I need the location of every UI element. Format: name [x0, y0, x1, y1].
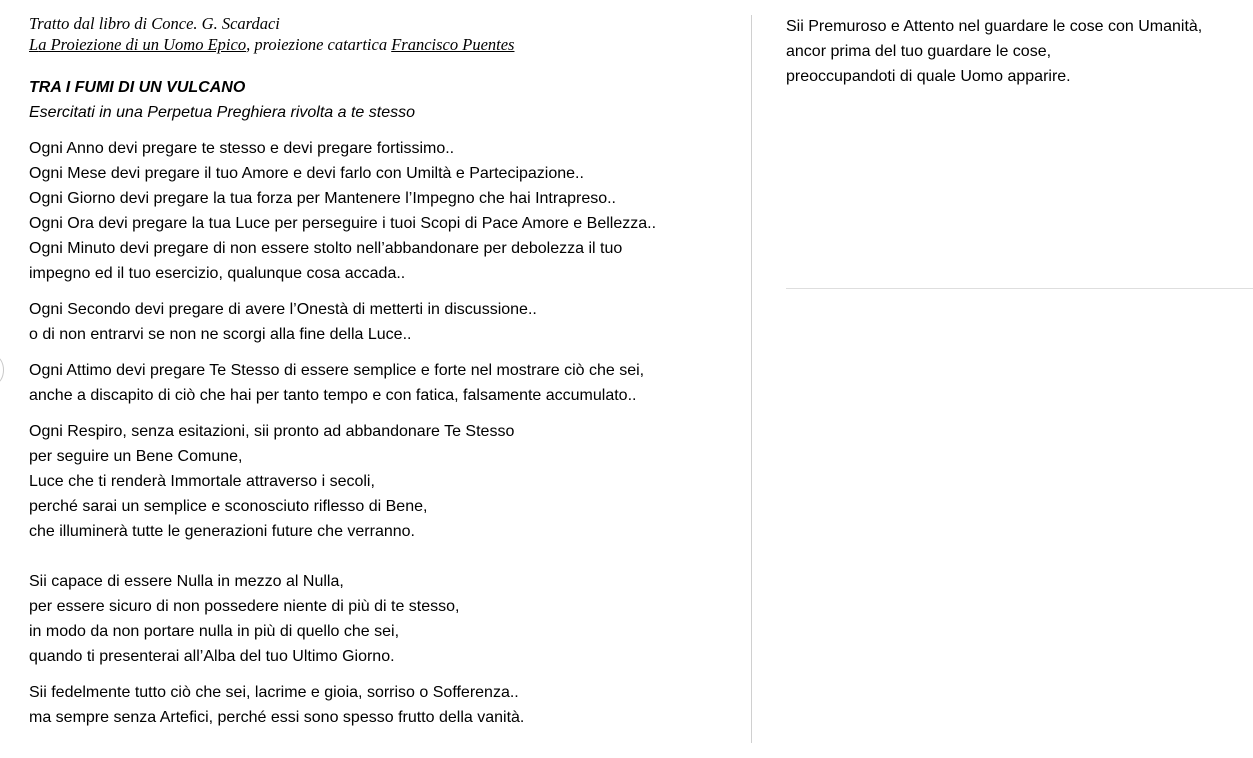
stanza-6 — [29, 680, 729, 730]
poem-line: perché sarai un semplice e sconosciuto riflesso di Bene, — [29, 498, 428, 515]
book-title-link[interactable]: a Proiezione di un Uomo Epico — [38, 35, 247, 54]
book-author-link[interactable]: Francisco Puentes — [391, 35, 515, 54]
stanza-4 — [29, 419, 729, 544]
poem-line: Ogni Respiro, senza esitazioni, sii pronto ad abbandonare Te Stesso — [29, 423, 515, 440]
poem-title: TRA I FUMI DI UN VULCANO — [29, 79, 246, 96]
column-divider — [751, 15, 752, 743]
stanza-1 — [29, 136, 729, 286]
stanza-2 — [29, 297, 729, 347]
book-citation-middle: , proiezione catartica — [246, 35, 392, 54]
right-text-line: Sii Premuroso e Attento nel guardare le cose con Umanità, — [786, 18, 1203, 35]
poem-subtitle: Esercitati in una Perpetua Preghiera rivolta a te stesso — [29, 104, 415, 121]
poem-line: impegno ed il tuo esercizio, qualunque cosa accada.. — [29, 265, 406, 282]
left-column — [29, 13, 729, 730]
horizontal-divider — [786, 288, 1253, 289]
poem-line: per essere sicuro di non possedere niente di più di te stesso, — [29, 598, 460, 615]
poem-line: in modo da non portare nulla in più di quello che sei, — [29, 623, 400, 640]
poem-line: Ogni Giorno devi pregare la tua forza per Mantenere l’Impegno che hai Intrapreso.. — [29, 190, 616, 207]
poem-line: ma sempre senza Artefici, perché essi sono spesso frutto della vanità. — [29, 709, 525, 726]
source-line: Tratto dal libro di Conce. G. Scardaci — [29, 14, 280, 33]
poem-line: Ogni Secondo devi pregare di avere l’Onestà di metterti in discussione.. — [29, 301, 537, 318]
book-citation — [29, 34, 729, 55]
poem-line: Ogni Minuto devi pregare di non essere stolto nell’abbandonare per debolezza il tuo — [29, 240, 623, 257]
poem-line: o di non entrarvi se non ne scorgi alla fine della Luce.. — [29, 326, 412, 343]
poem-line: Sii fedelmente tutto ciò che sei, lacrime e gioia, sorriso o Sofferenza.. — [29, 684, 519, 701]
margin-handle[interactable] — [0, 356, 4, 384]
poem-line: quando ti presenterai all’Alba del tuo Ultimo Giorno. — [29, 648, 395, 665]
poem-line: Ogni Anno devi pregare te stesso e devi pregare fortissimo.. — [29, 140, 455, 157]
poem-line: anche a discapito di ciò che hai per tanto tempo e con fatica, falsamente accumulato.. — [29, 387, 637, 404]
right-text-line: ancor prima del tuo guardare le cose, — [786, 43, 1052, 60]
poem-line: per seguire un Bene Comune, — [29, 448, 243, 465]
poem-line: Sii capace di essere Nulla in mezzo al Nulla, — [29, 573, 344, 590]
right-column — [786, 14, 1246, 89]
poem-line: Luce che ti renderà Immortale attraverso i secoli, — [29, 473, 375, 490]
poem-line: Ogni Attimo devi pregare Te Stesso di essere semplice e forte nel mostrare ciò che sei, — [29, 362, 645, 379]
book-prefix: L — [29, 35, 39, 54]
right-text-line: preoccupandoti di quale Uomo apparire. — [786, 68, 1071, 85]
stanza-5 — [29, 569, 729, 669]
poem-line: Ogni Ora devi pregare la tua Luce per perseguire i tuoi Scopi di Pace Amore e Bellezza.. — [29, 215, 657, 232]
stanza-3 — [29, 358, 729, 408]
poem-line: Ogni Mese devi pregare il tuo Amore e devi farlo con Umiltà e Partecipazione.. — [29, 165, 584, 182]
poem-line: che illuminerà tutte le generazioni future che verranno. — [29, 523, 415, 540]
